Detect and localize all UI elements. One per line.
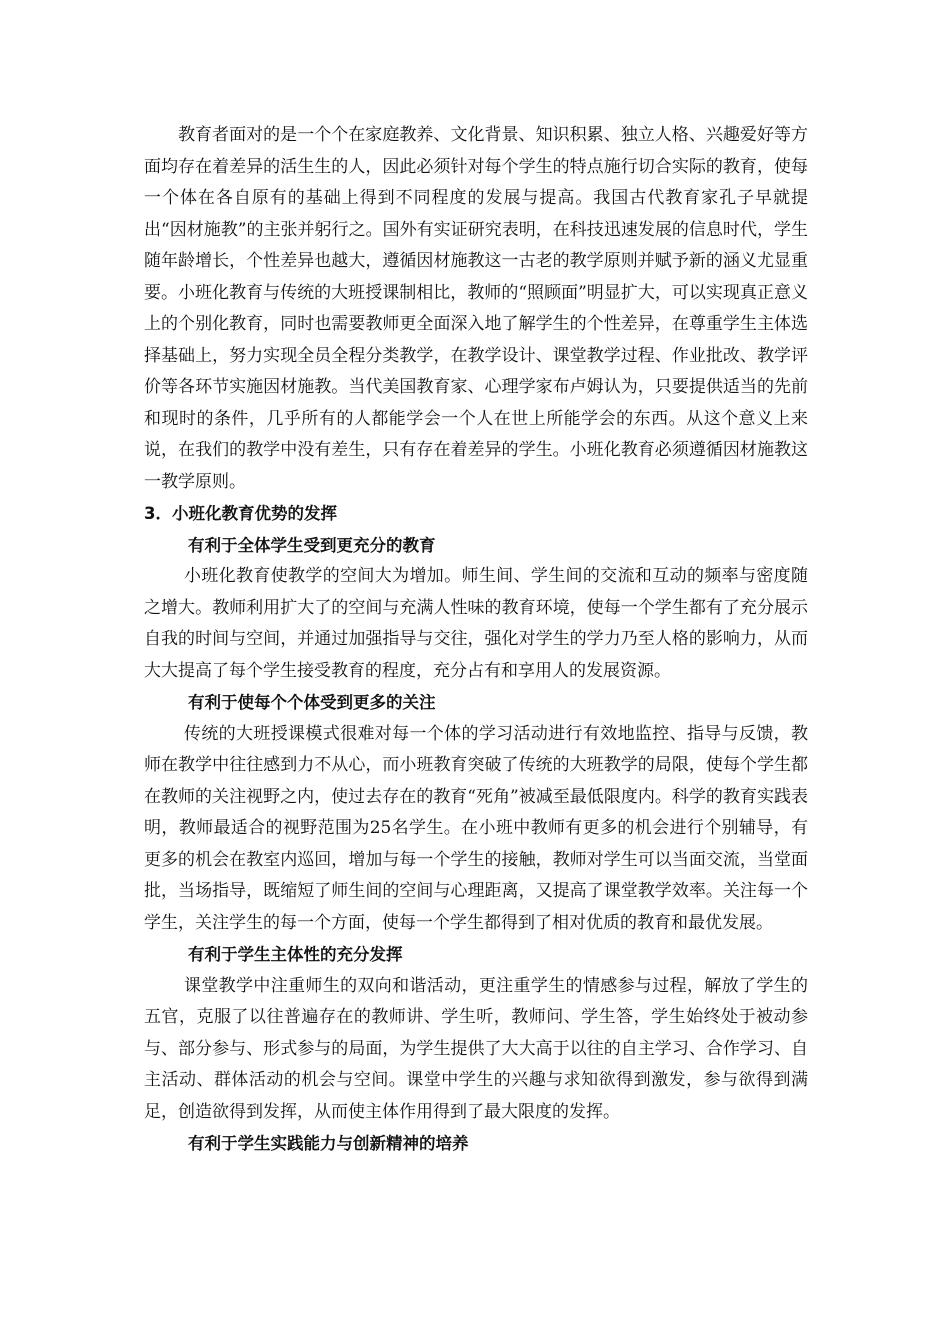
intro-paragraph: 教育者面对的是一个个在家庭教养、文化背景、知识积累、独立人格、兴趣爱好等方面均存在着差异的活生生的人，因此必须针对每个学生的特点施行切合实际的教育，使每一个体在各自原有的基础上得到不同程度的发展与提高。我国古代教育家孔子早就提出“因材施教”的主张并躬行之。国外有实证研究表明，在科技迅速发展的信息时代，学生随年龄增长，个性差异也越大，遵循因材施教这一古老的教学原则并赋予新的涵义尤显重要。小班化教育与传统的大班授课制相比，教师的“照顾面”明显扩大，可以实现真正意义上的个别化教育，同时也需要教师更全面深入地了解学生的个性差异，在尊重学生主体选择基础上，努力实现全员全程分类教学，在教学设计、课堂教学过程、作业批改、教学评价等各环节实施因材施教。当代美国教育家、心理学家布卢姆认为，只要提供适当的先前和现时的条件，几乎所有的人都能学会一个人在世上所能学会的东西。从这个意义上来说，在我们的教学中没有差生，只有存在着差异的学生。小班化教育必须遵循因材施教这一教学原则。 — [144, 125, 808, 492]
subsection-heading: 有利于全体学生受到更充分的教育 — [188, 535, 436, 555]
subsection-body: 小班化教育使教学的空间大为增加。师生间、学生间的交流和互动的频率与密度随之增大。教师利用扩大了的空间与充满人性味的教育环境，使每一个学生都有了充分展示自我的时间与空间，并通过加强指导与交往，强化对学生的学力乃至人格的影响力，从而大大提高了每个学生接受教育的程度，充分占有和享用人的发展资源。 — [144, 566, 808, 681]
subsection-heading: 有利于学生实践能力与创新精神的培养 — [188, 1134, 469, 1153]
document-page — [144, 120, 808, 1160]
subsection-body: 课堂教学中注重师生的双向和谐活动，更注重学生的情感参与过程，解放了学生的五官，克服了以往普遍存在的教师讲、学生听，教师问、学生答，学生始终处于被动参与、部分参与、形式参与的局面，为学生提供了大大高于以往的自主学习、合作学习、自主活动、群体活动的机会与空间。课堂中学生的兴趣与求知欲得到激发，参与欲得到满足，创造欲得到发挥，从而使主体作用得到了最大限度的发挥。 — [144, 975, 808, 1122]
subsection-heading: 有利于使每个个体受到更多的关注 — [188, 693, 436, 712]
subsection-heading: 有利于学生主体性的充分发挥 — [188, 945, 403, 964]
section-heading: 3．小班化教育优势的发挥 — [144, 504, 337, 523]
subsection-body: 传统的大班授课模式很难对每一个体的学习活动进行有效地监控、指导与反馈，教师在教学中往往感到力不从心，而小班教育突破了传统的大班教学的局限，使每个学生都在教师的关注视野之内，使过去存在的教育“死角”被减至最低限度内。科学的教育实践表明，教师最适合的视野范围为25名学生。在小班中教师有更多的机会进行个别辅导，有更多的机会在教室内巡回，增加与每一个学生的接触，教师对学生可以当面交流，当堂面批，当场指导，既缩短了师生间的空间与心理距离，又提高了课堂教学效率。关注每一个学生，关注学生的每一个方面，使每一个学生都得到了相对优质的教育和最优发展。 — [144, 723, 808, 933]
